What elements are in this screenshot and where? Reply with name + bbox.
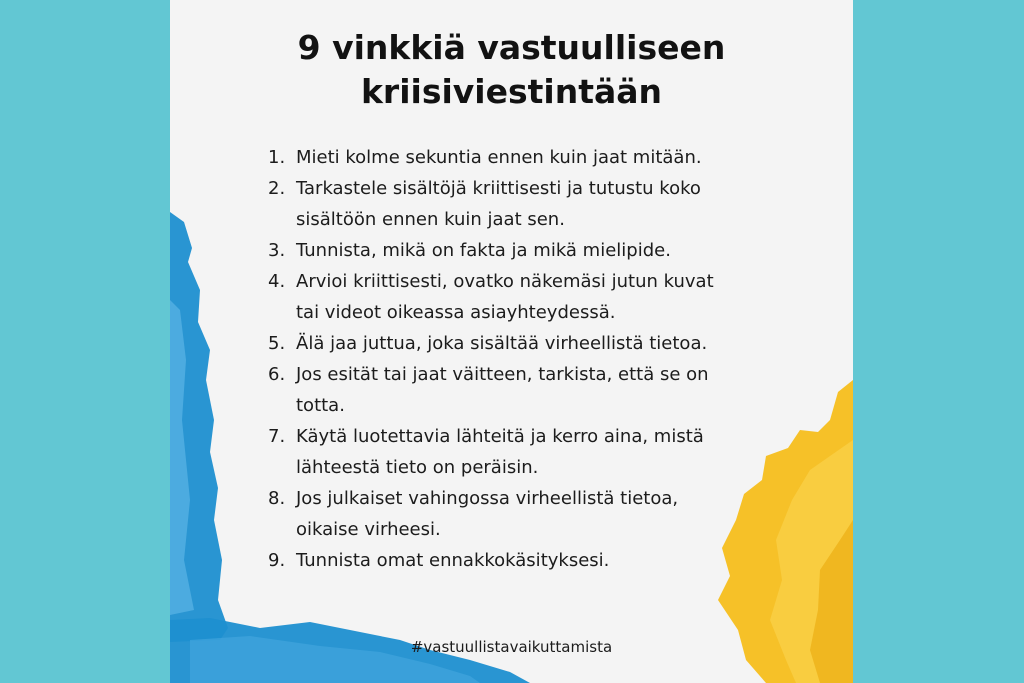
list-item bbox=[268, 359, 768, 421]
list-item-text bbox=[294, 173, 768, 235]
list-item-text bbox=[294, 235, 768, 266]
list-item-number: 9. bbox=[268, 550, 286, 571]
tips-list bbox=[268, 142, 768, 576]
list-item bbox=[268, 142, 768, 173]
list-item-number: 7. bbox=[268, 426, 286, 447]
list-item-line: lähteestä tieto on peräisin. bbox=[296, 457, 539, 478]
list-item bbox=[268, 421, 768, 483]
list-item-text bbox=[294, 266, 768, 328]
title-line-2: kriisiviestintään bbox=[360, 72, 663, 111]
list-item-line: totta. bbox=[296, 395, 345, 416]
list-item-line: Arvioi kriittisesti, ovatko näkemäsi jutun kuvat bbox=[296, 271, 714, 292]
list-item bbox=[268, 545, 768, 576]
list-item-line: sisältöön ennen kuin jaat sen. bbox=[296, 209, 565, 230]
list-item-number: 5. bbox=[268, 333, 286, 354]
list-item bbox=[268, 483, 768, 545]
list-item-line: Tarkastele sisältöjä kriittisesti ja tutustu koko bbox=[296, 178, 701, 199]
list-item-line: tai videot oikeassa asiayhteydessä. bbox=[296, 302, 616, 323]
list-item-text bbox=[294, 328, 768, 359]
hashtag: #vastuullistavaikuttamista bbox=[410, 638, 613, 656]
list-item bbox=[268, 266, 768, 328]
list-item-line: Jos esität tai jaat väitteen, tarkista, että se on bbox=[296, 364, 709, 385]
title-line-1: 9 vinkkiä vastuulliseen bbox=[297, 28, 726, 67]
poster-card bbox=[170, 0, 853, 683]
list-item-number: 3. bbox=[268, 240, 286, 261]
list-item bbox=[268, 235, 768, 266]
list-item-number: 8. bbox=[268, 488, 286, 509]
list-item-line: Jos julkaiset vahingossa virheellistä tietoa, bbox=[296, 488, 679, 509]
list-item-number: 2. bbox=[268, 178, 286, 199]
list-item-text bbox=[294, 142, 768, 173]
list-item-line: Mieti kolme sekuntia ennen kuin jaat mitään. bbox=[296, 147, 702, 168]
list-item-number: 4. bbox=[268, 271, 286, 292]
list-item-line: Käytä luotettavia lähteitä ja kerro aina, mistä bbox=[296, 426, 704, 447]
list-item bbox=[268, 328, 768, 359]
list-item-text bbox=[294, 483, 768, 545]
list-item-line: Tunnista, mikä on fakta ja mikä mielipide. bbox=[296, 240, 671, 261]
list-item-number: 1. bbox=[268, 147, 286, 168]
list-item bbox=[268, 173, 768, 235]
list-item-line: oikaise virheesi. bbox=[296, 519, 441, 540]
list-item-line: Älä jaa juttua, joka sisältää virheellistä tietoa. bbox=[296, 333, 708, 354]
list-item-text bbox=[294, 421, 768, 483]
list-item-text bbox=[294, 545, 768, 576]
page-title bbox=[170, 26, 853, 114]
list-item-line: Tunnista omat ennakkokäsityksesi. bbox=[296, 550, 610, 571]
list-item-number: 6. bbox=[268, 364, 286, 385]
list-item-text bbox=[294, 359, 768, 421]
